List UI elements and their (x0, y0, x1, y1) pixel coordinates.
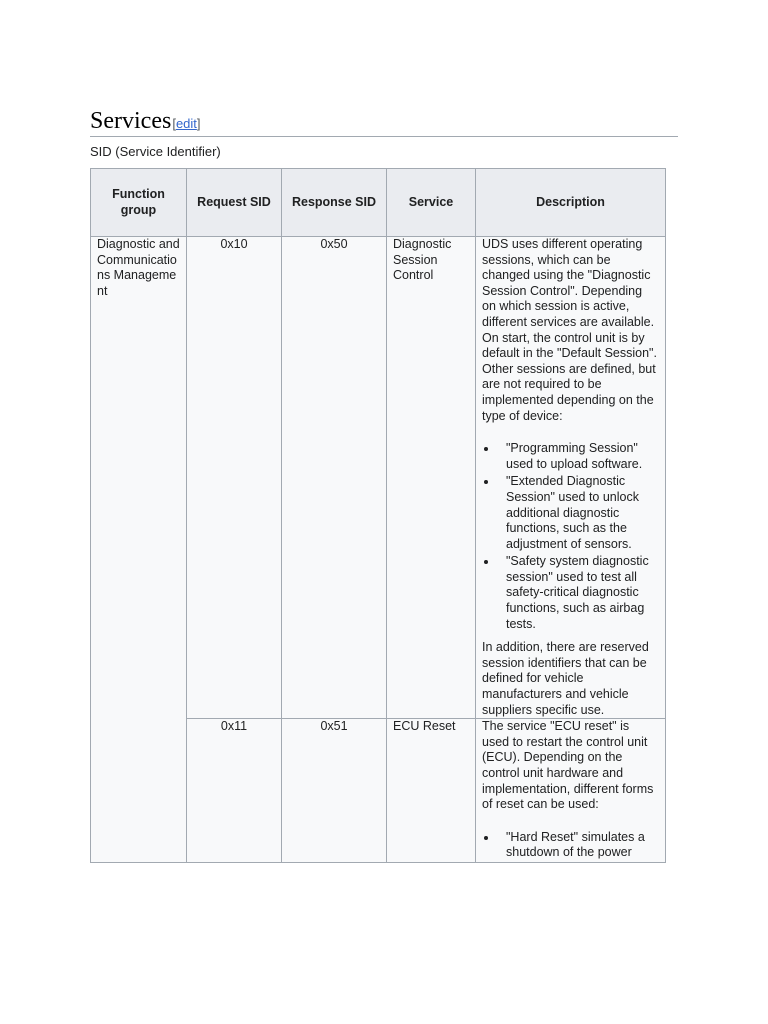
header-row (91, 169, 666, 237)
description-intro: The service "ECU reset" is used to restart the control unit (ECU). Depending on the control unit hardware and implementation, different forms of reset can be used: (482, 719, 654, 812)
request-sid-cell: 0x10 (187, 237, 282, 719)
header-function-group: Function group (91, 169, 187, 237)
description-cell (476, 719, 666, 863)
request-sid-cell: 0x11 (187, 719, 282, 863)
function-group-cell: Diagnostic and Communications Management (91, 237, 187, 863)
header-description: Description (476, 169, 666, 237)
table-caption: SID (Service Identifier) (90, 144, 221, 159)
edit-bracket-open: [ (172, 116, 176, 131)
header-service: Service (387, 169, 476, 237)
list-item: "Safety system diagnostic session" used to test all safety-critical diagnostic functions, such as airbag tests. (506, 554, 659, 632)
list-item: "Hard Reset" simulates a shutdown of the power (506, 830, 659, 859)
response-sid-cell: 0x51 (282, 719, 387, 863)
header-request-sid: Request SID (187, 169, 282, 237)
reset-list (482, 830, 659, 859)
service-cell: ECU Reset (387, 719, 476, 863)
section-heading (90, 106, 678, 137)
edit-section (172, 116, 200, 131)
services-table (90, 168, 666, 863)
header-response-sid: Response SID (282, 169, 387, 237)
edit-bracket-close: ] (196, 116, 201, 131)
service-cell: Diagnostic Session Control (387, 237, 476, 719)
description-outro: In addition, there are reserved session identifiers that can be defined for vehicle manufacturers and vehicle suppliers specific use. (482, 640, 649, 717)
list-item: "Programming Session" used to upload software. (506, 441, 659, 472)
edit-link[interactable]: edit (175, 116, 197, 131)
list-item: "Extended Diagnostic Session" used to unlock additional diagnostic functions, such as the adjustment of sensors. (506, 474, 659, 552)
response-sid-cell: 0x50 (282, 237, 387, 719)
description-intro: UDS uses different operating sessions, which can be changed using the "Diagnostic Session Control". Depending on which session is active, different services are available. On start, the control unit is by default in the "Default Session". Other sessions are defined, but are not required to be implemented depending on the type of device: (482, 237, 657, 423)
table-row (91, 237, 666, 719)
section-title: Services (90, 108, 172, 134)
session-list (482, 441, 659, 632)
description-cell (476, 237, 666, 719)
